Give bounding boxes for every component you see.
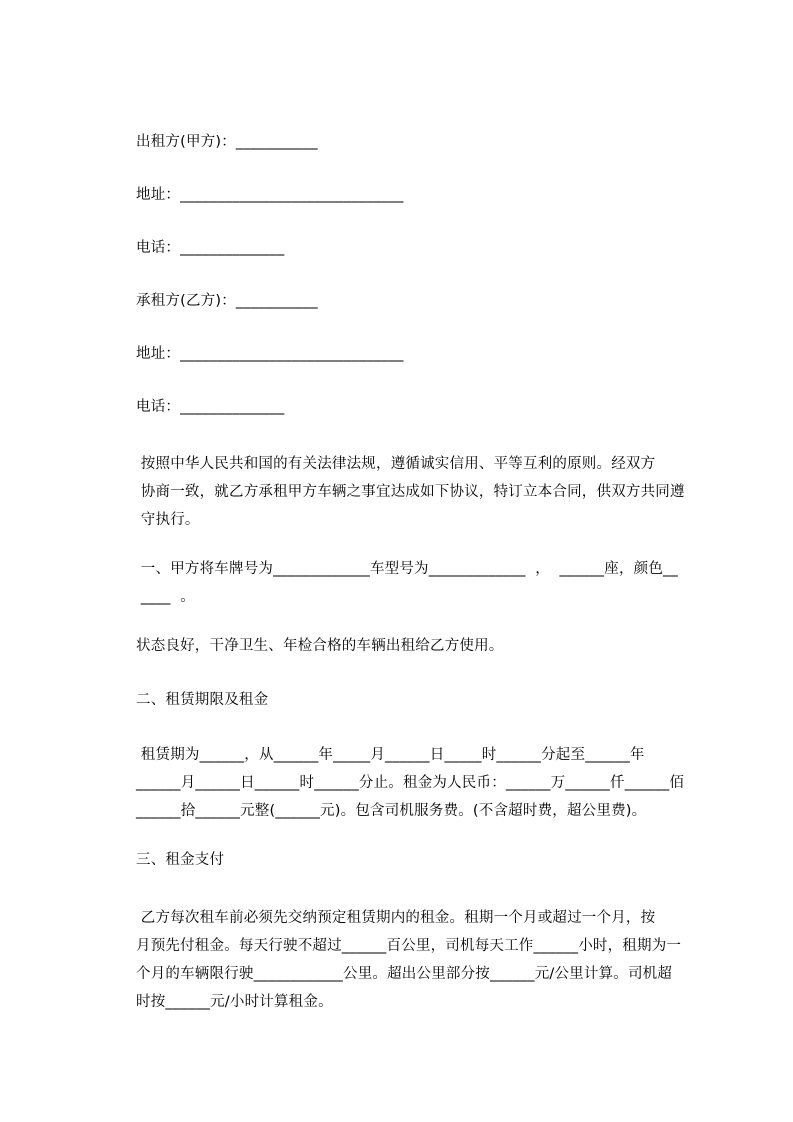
lessor-phone-line: 电话：______________ [136, 240, 285, 256]
clause-1-paragraph [136, 555, 701, 611]
lessee-address-line: 地址：______________________________ [136, 346, 404, 362]
clause-1-line: 一、甲方将车牌号为_____________车型号为_____________ ， ______座，颜色__ [136, 561, 678, 577]
preamble-line: 协商一致，就乙方承租甲方车辆之事宜达成如下协议，特订立本合同，供双方共同遵 [136, 484, 685, 500]
preamble-line: 按照中华人民共和国的有关法律法规，遵循诚实信用、平等互利的原则。经双方 [136, 456, 656, 472]
lessor-address-line: 地址：______________________________ [136, 187, 404, 203]
preamble-line: 守执行。 [136, 512, 200, 528]
section-3-title: 三、租金支付 [136, 852, 225, 868]
clause-1-note: 状态良好，干净卫生、年检合格的车辆出租给乙方使用。 [136, 638, 504, 654]
lessee-name-line: 承租方(乙方)：___________ [136, 293, 318, 309]
lessor-name-line: 出租方(甲方)：___________ [136, 134, 318, 150]
section-2-line: ______月______日______时______分止。租金为人民币：______万______仟______佰 [136, 775, 685, 791]
section-2-paragraph [136, 741, 701, 825]
section-3-paragraph [136, 904, 701, 1016]
section-3-line: 乙方每次租车前必须先交纳预定租赁期内的租金。租期一个月或超过一个月，按 [136, 910, 656, 926]
section-3-line: 月预先付租金。每天行驶不超过______百公里，司机每天工作______小时，租期为一 [136, 938, 682, 954]
section-2-title: 二、租赁期限及租金 [136, 692, 269, 708]
lessee-phone-line: 电话：______________ [136, 399, 285, 415]
section-3-line: 时按______元/小时计算租金。 [136, 994, 333, 1010]
preamble-paragraph [136, 450, 701, 534]
section-2-line: ______拾______元整(______元)。包含司机服务费。(不含超时费，超公里费)。 [136, 803, 647, 819]
section-2-line: 租赁期为______，从______年_____月______日_____时______分起至______年 [136, 747, 645, 763]
section-3-line: 个月的车辆限行驶____________公里。超出公里部分按______元/公里计算。司机超 [136, 966, 673, 982]
clause-1-line: ____ 。 [136, 589, 195, 605]
